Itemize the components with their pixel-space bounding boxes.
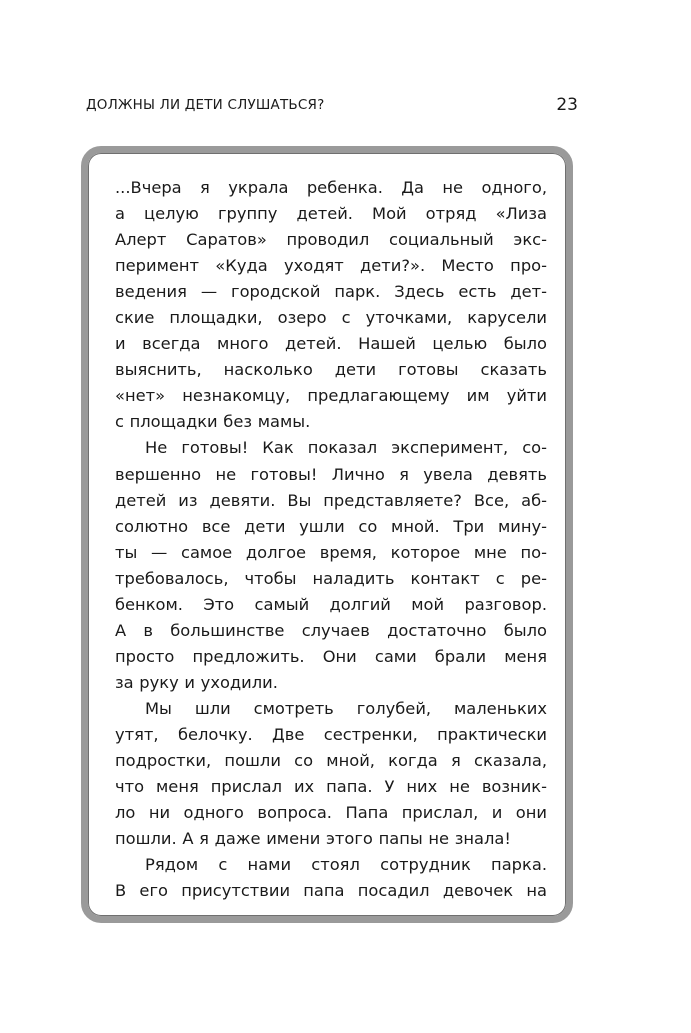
body-text bbox=[115, 175, 547, 904]
text-line: с площадки без мамы. bbox=[115, 412, 311, 432]
text-line: ские площадки, озеро с уточками, карусели bbox=[115, 308, 547, 328]
text-line: Мы шли смотреть голубей, маленьких bbox=[145, 698, 547, 718]
text-line: Алерт Саратов» проводил социальный экс- bbox=[115, 230, 547, 250]
text-line: утят, белочку. Две сестренки, практически bbox=[115, 724, 547, 744]
text-line: ведения — городской парк. Здесь есть дет- bbox=[115, 282, 547, 302]
text-line: вершенно не готовы! Лично я увела девять bbox=[115, 464, 547, 484]
text-line: Рядом с нами стоял сотрудник парка. bbox=[145, 855, 547, 875]
running-head: ДОЛЖНЫ ЛИ ДЕТИ СЛУШАТЬСЯ? bbox=[86, 97, 325, 113]
text-line: В его присутствии папа посадил девочек на bbox=[115, 881, 547, 901]
text-line: бенком. Это самый долгий мой разговор. bbox=[115, 594, 547, 614]
text-line: «нет» незнакомцу, предлагающему им уйти bbox=[115, 386, 547, 406]
text-line: детей из девяти. Вы представляете? Все, аб- bbox=[115, 490, 547, 510]
text-line: ты — самое долгое время, которое мне по- bbox=[115, 542, 547, 562]
text-line: выяснить, насколько дети готовы сказать bbox=[115, 360, 547, 380]
text-line: подростки, пошли со мной, когда я сказала, bbox=[115, 751, 547, 771]
text-line: солютно все дети ушли со мной. Три мину- bbox=[115, 516, 547, 536]
text-line: ...Вчера я украла ребенка. Да не одного, bbox=[115, 178, 547, 197]
text-line: перимент «Куда уходят дети?». Место про- bbox=[115, 256, 547, 276]
text-line: Не готовы! Как показал эксперимент, со- bbox=[145, 438, 547, 458]
text-line: А в большинстве случаев достаточно было bbox=[115, 620, 547, 640]
text-line: а целую группу детей. Мой отряд «Лиза bbox=[115, 204, 547, 224]
text-line: что меня прислал их папа. У них не возник- bbox=[115, 777, 547, 797]
page-number: 23 bbox=[556, 95, 578, 115]
text-line: ло ни одного вопроса. Папа прислал, и они bbox=[115, 803, 547, 823]
text-line: за руку и уходили. bbox=[115, 672, 278, 692]
text-line: и всегда много детей. Нашей целью было bbox=[115, 334, 547, 354]
text-line: требовалось, чтобы наладить контакт с ре- bbox=[115, 568, 547, 588]
text-line: просто предложить. Они сами брали меня bbox=[115, 646, 547, 666]
text-line: пошли. А я даже имени этого папы не знала! bbox=[115, 829, 511, 849]
